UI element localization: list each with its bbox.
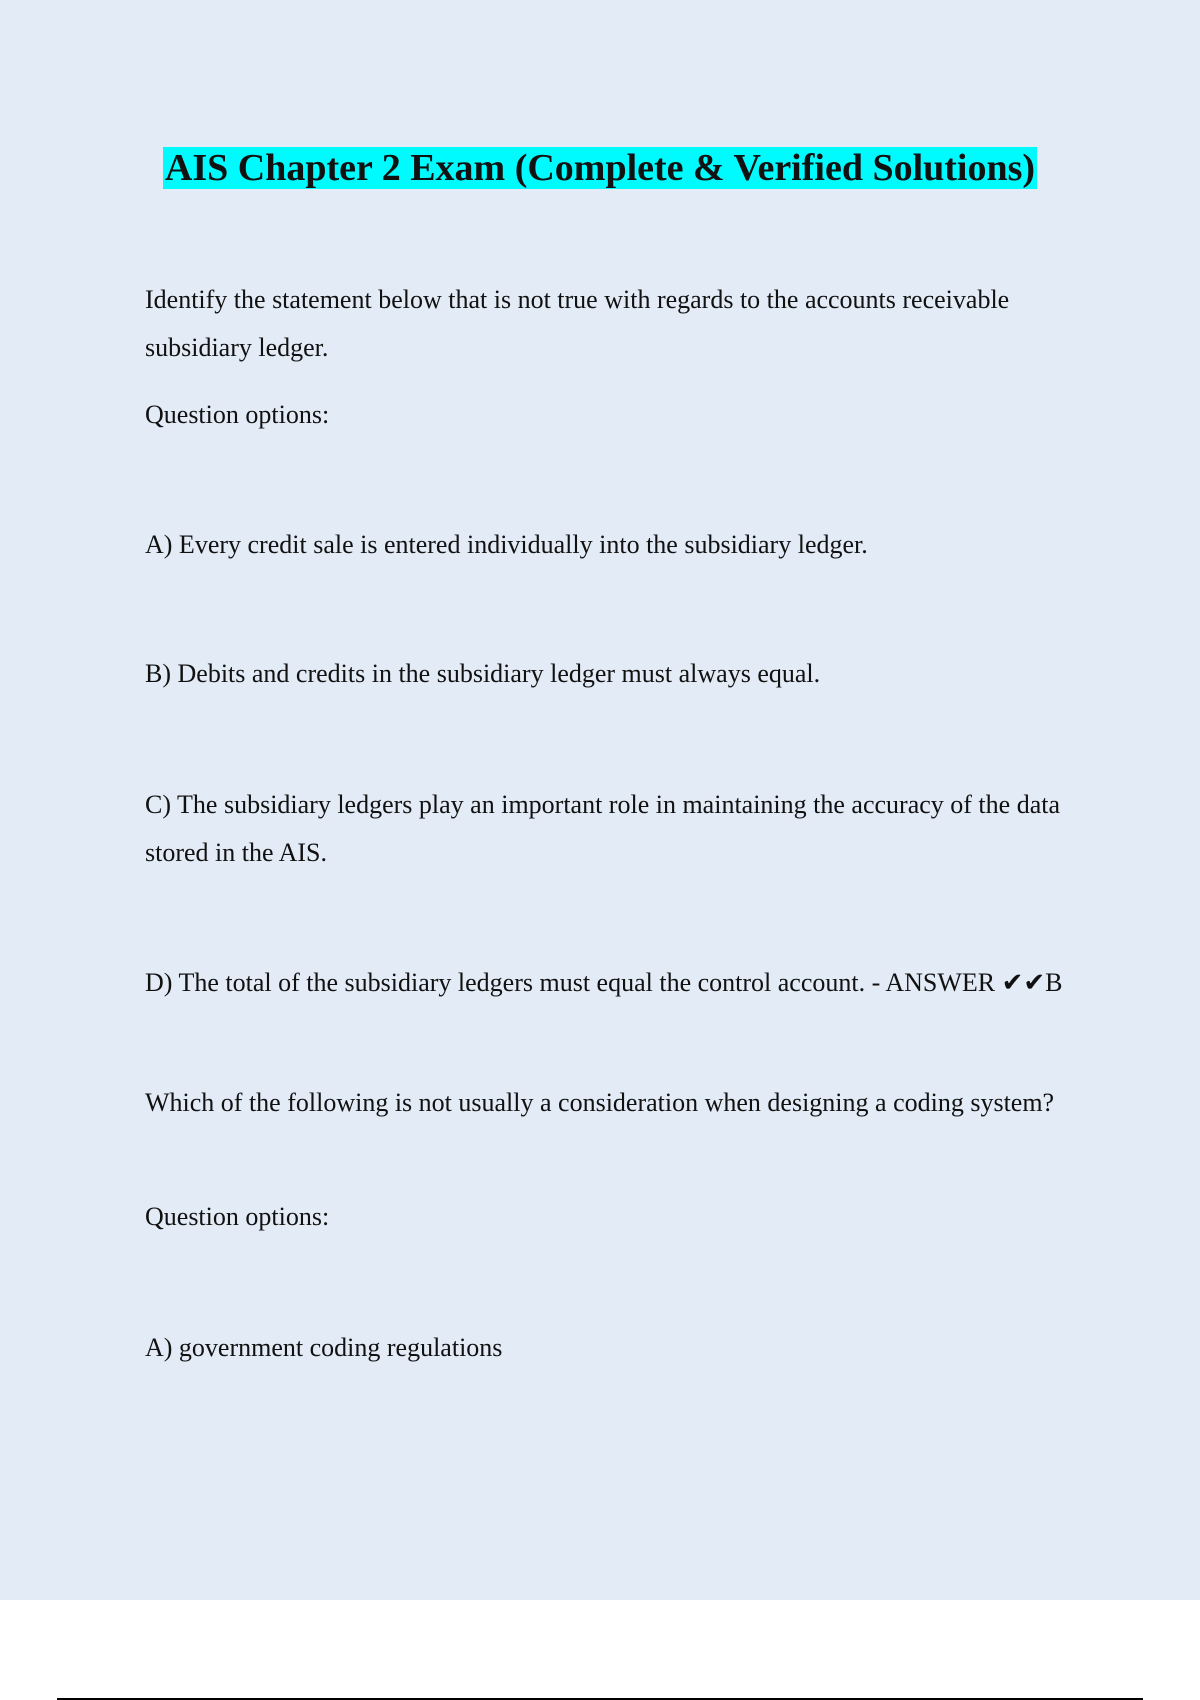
document-title: [0, 145, 1200, 191]
question-2-option-a: A) government coding regulations: [145, 1333, 503, 1362]
question-1-option-a: A) Every credit sale is entered individually into the subsidiary ledger.: [145, 530, 868, 559]
question-2-options-label: Question options:: [145, 1202, 330, 1231]
question-1-option-c: C) The subsidiary ledgers play an important role in maintaining the accuracy of the data stored in the AIS.: [145, 790, 1061, 867]
question-2-stem: Which of the following is not usually a consideration when designing a coding system?: [145, 1088, 1055, 1117]
question-1-options-label: Question options:: [145, 400, 330, 429]
question-1-option-b: B) Debits and credits in the subsidiary ledger must always equal.: [145, 659, 821, 688]
question-1-stem: Identify the statement below that is not true with regards to the accounts receivable subsidiary ledger.: [145, 285, 1010, 362]
title-highlight: AIS Chapter 2 Exam (Complete & Verified Solutions): [164, 147, 1036, 189]
question-1-option-d-answer: D) The total of the subsidiary ledgers must equal the control account. - ANSWER ✔✔B: [145, 968, 1063, 997]
